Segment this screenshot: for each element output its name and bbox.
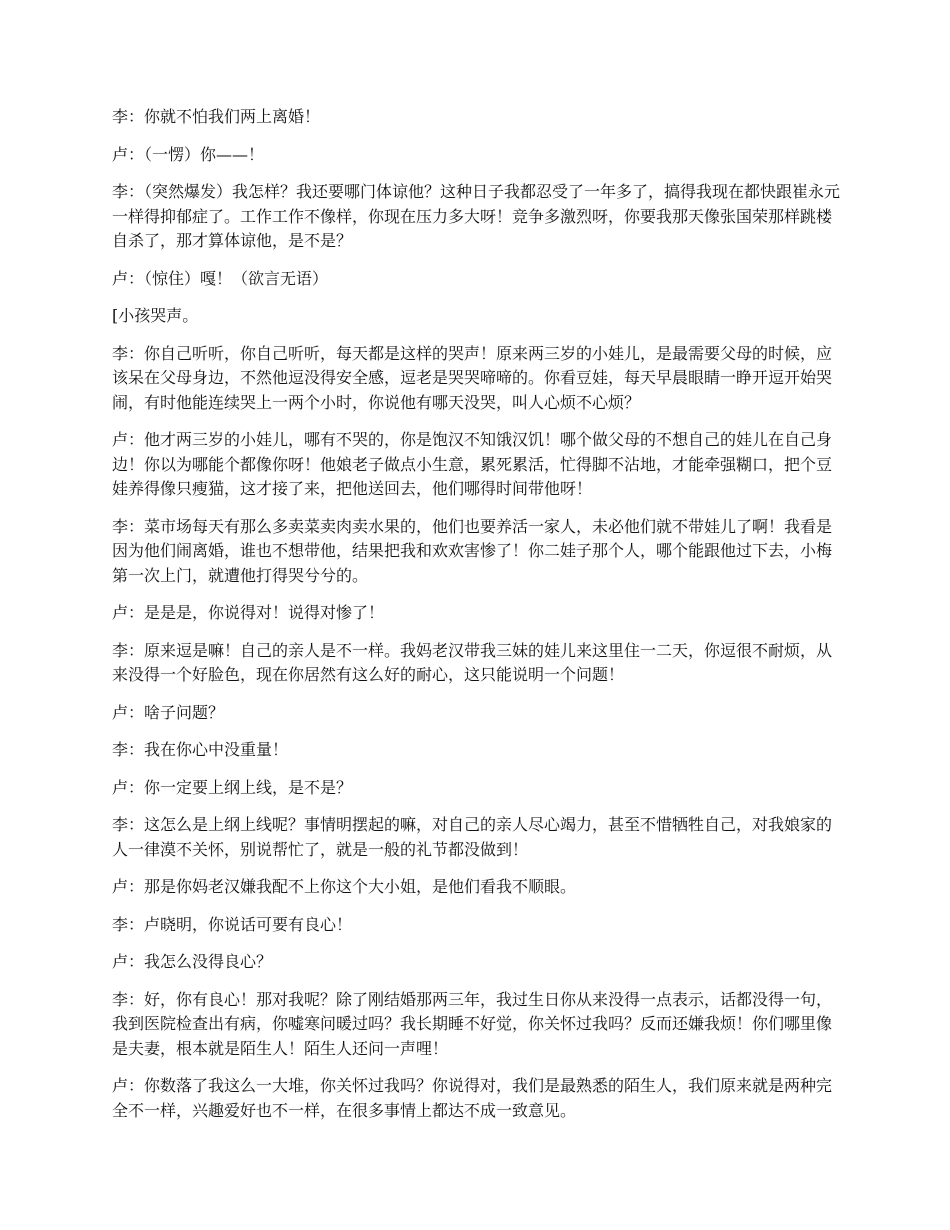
dialogue-line: 卢：我怎么没得良心？	[112, 952, 273, 971]
dialogue-line: 李：你就不怕我们两上离婚！	[112, 107, 321, 126]
dialogue-line: 李：好，你有良心！那对我呢？除了刚结婚那两三年，我过生日你从来没得一点表示，话都没得一句，我到医院检查出有病，你嘘寒问暖过吗？我长期睡不好觉，你关怀过我吗？反而还嫌我烦！你们哪里像是夫妻，根本就是陌生人！陌生人还问一声哩！	[112, 989, 833, 1058]
dialogue-line: 李：原来逗是嘛！自己的亲人是不一样。我妈老汉带我三妹的娃儿来这里住一二天，你逗很不耐烦，从来没得一个好脸色，现在你居然有这么好的耐心，这只能说明一个问题！	[112, 640, 833, 684]
dialogue-line: 李：卢晓明，你说话可要有良心！	[112, 914, 353, 934]
dialogue-line: 卢：（惊住）嘎！（欲言无语）	[112, 268, 329, 288]
dialogue-line: 李：我在你心中没重量！	[112, 740, 289, 759]
dialogue-line: 卢：那是你妈老汉嫌我配不上你这个大小姐，是他们看我不顺眼。	[112, 877, 577, 896]
dialogue-line: 卢：（一愣）你——！	[112, 144, 265, 164]
dialogue-line: 卢：你一定要上纲上线，是不是？	[112, 777, 353, 797]
dialogue-line: 卢：他才两三岁的小娃儿，哪有不哭的，你是饱汉不知饿汉饥！哪个做父母的不想自己的娃儿在自己身边！你以为哪能个都像你呀！他娘老子做点小生意，累死累活，忙得脚不沾地，才能牵强糊口，把个豆娃养得像只瘦猫，这才接了来，把他送回去，他们哪得时间带他呀！	[112, 430, 833, 498]
dialogue-line: 李：菜市场每天有那么多卖菜卖肉卖水果的，他们也要养活一家人，未必他们就不带娃儿了啊！我看是因为他们闹离婚，谁也不想带他，结果把我和欢欢害惨了！你二娃子那个人，哪个能跟他过下去，小梅第一次上门，就遭他打得哭兮兮的。	[112, 516, 833, 585]
dialogue-line: 李：这怎么是上纲上线呢？事情明摆起的嘛，对自己的亲人尽心竭力，甚至不惜牺牲自己，对我娘家的人一律漠不关怀，别说帮忙了，就是一般的礼节都没做到！	[112, 815, 833, 859]
dialogue-line: 李：你自己听听，你自己听听，每天都是这样的哭声！原来两三岁的小娃儿，是最需要父母的时候，应该呆在父母身边，不然他逗没得安全感，逗老是哭哭啼啼的。你看豆娃，每天早晨眼睛一睁开逗开始哭闹，有时他能连续哭上一两个小时，你说他有哪天没哭，叫人心烦不心烦？	[112, 343, 833, 412]
dialogue-line: 卢：你数落了我这么一大堆，你关怀过我吗？你说得对，我们是最熟悉的陌生人，我们原来就是两种完全不一样，兴趣爱好也不一样，在很多事情上都达不成一致意见。	[112, 1076, 833, 1120]
stage-direction: [小孩哭声。	[112, 306, 199, 325]
dialogue-line: 卢：啥子问题？	[112, 702, 225, 722]
dialogue-line: 卢：是是是，你说得对！说得对惨了！	[112, 603, 385, 622]
dialogue-line: 李：（突然爆发）我怎样？我还要哪门体谅他？这种日子我都忍受了一年多了，搞得我现在都快跟崔永元一样得抑郁症了。工作工作不像样，你现在压力多大呀！竞争多激烈呀，你要我那天像张国荣那样跳楼自杀了，那才算体谅他，是不是？	[112, 182, 841, 250]
document-body	[112, 105, 840, 1136]
